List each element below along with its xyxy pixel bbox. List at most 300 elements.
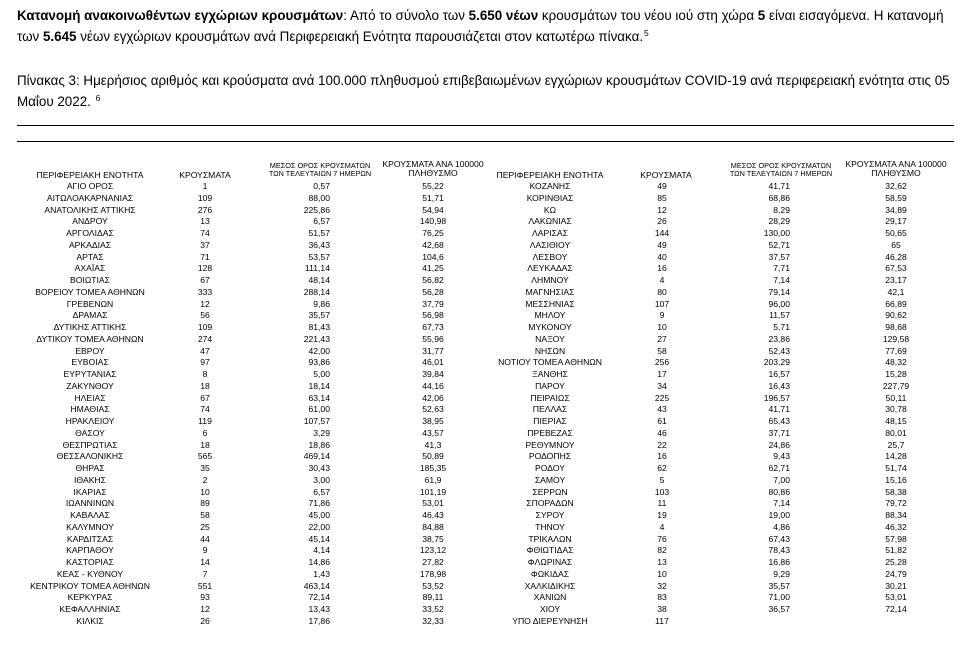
region-cell: ΠΡΕΒΕΖΑΣ — [527, 427, 573, 438]
region-cell: ΒΟΙΩΤΙΑΣ — [70, 275, 110, 285]
region-cell: ΚΑΣΤΟΡΙΑΣ — [66, 557, 114, 567]
avg-7day-cell: 67,43 — [768, 533, 790, 544]
cases-cell: 12 — [657, 204, 667, 215]
per-100k-cell: 15,16 — [885, 474, 907, 485]
region-cell: ΚΙΛΚΙΣ — [76, 615, 104, 626]
left-header-cases: ΚΡΟΥΣΜΑΤΑ — [179, 170, 231, 180]
region-cell: ΘΑΣΟΥ — [75, 427, 105, 438]
region-cell: ΔΥΤΙΚΟΥ ΤΟΜΕΑ ΑΘΗΝΩΝ — [36, 333, 144, 344]
cases-cell: 58 — [657, 345, 667, 356]
region-cell: ΣΥΡΟΥ — [535, 510, 565, 520]
region-cell: ΘΕΣΣΑΛΟΝΙΚΗΣ — [56, 451, 124, 462]
avg-7day-cell: 52,43 — [768, 345, 790, 356]
avg-7day-cell: 1,43 — [313, 568, 330, 579]
per-100k-cell: 43,57 — [422, 427, 444, 438]
right-table-row — [0, 581, 969, 593]
right-header-per100k-line1: ΚΡΟΥΣΜΑΤΑ ΑΝΑ 100000 — [845, 159, 947, 169]
cases-cell: 1 — [202, 181, 208, 191]
per-100k-cell: 25,7 — [887, 439, 905, 450]
avg-7day-cell: 19,00 — [768, 510, 790, 520]
per-100k-cell: 14,28 — [885, 451, 907, 462]
cases-cell: 25 — [200, 521, 210, 532]
left-header-avg — [269, 162, 371, 178]
avg-7day-cell: 221,43 — [303, 333, 330, 344]
avg-7day-cell: 65,43 — [768, 416, 790, 426]
cases-cell: 49 — [657, 239, 667, 250]
per-100k-cell: 42,1 — [887, 286, 905, 297]
cases-cell: 61 — [657, 416, 667, 426]
right-table-row — [0, 287, 969, 299]
per-100k-cell: 15,28 — [885, 369, 907, 379]
avg-7day-cell: 18,14 — [308, 380, 330, 391]
cases-cell: 22 — [657, 439, 667, 450]
region-cell: ΘΕΣΠΡΩΤΙΑΣ — [62, 439, 118, 450]
region-cell: ΛΕΥΚΑΔΑΣ — [527, 263, 573, 274]
avg-7day-cell: 28,29 — [768, 216, 790, 227]
avg-7day-cell: 63,14 — [308, 392, 330, 403]
avg-7day-cell: 24,86 — [768, 439, 790, 450]
caption-footnote[interactable]: 6 — [95, 93, 101, 103]
per-100k-cell: 50,65 — [885, 228, 907, 238]
cases-cell: 43 — [657, 404, 667, 415]
region-cell: ΚΕΡΚΥΡΑΣ — [67, 592, 113, 603]
avg-7day-cell: 36,57 — [768, 604, 790, 614]
region-cell: ΝΑΞΟΥ — [535, 333, 565, 344]
per-100k-cell: 55,22 — [422, 181, 444, 191]
cases-cell: 47 — [200, 345, 210, 356]
right-header-per100k — [845, 160, 946, 178]
cases-cell: 16 — [657, 263, 667, 274]
right-table-row — [0, 393, 969, 405]
left-header-per100k-line2: ΠΛΗΘΥΣΜΟ — [408, 168, 458, 178]
avg-7day-cell: 196,57 — [763, 392, 790, 403]
per-100k-cell: 140,98 — [419, 216, 447, 227]
avg-7day-cell: 45,00 — [308, 510, 330, 520]
per-100k-cell: 46,43 — [422, 510, 444, 520]
region-cell: ΣΕΡΡΩΝ — [532, 486, 568, 497]
per-100k-cell: 58,59 — [885, 192, 907, 203]
region-cell: ΦΘΙΩΤΙΔΑΣ — [526, 545, 574, 556]
per-100k-cell: 56,28 — [422, 286, 444, 297]
right-header-avg-line2: ΤΩΝ ΤΕΛΕΥΤΑΙΩΝ 7 ΗΜΕΡΩΝ — [729, 169, 833, 179]
avg-7day-cell: 7,14 — [773, 275, 790, 285]
second-rule — [17, 141, 954, 142]
region-cell: ΚΑΡΠΑΘΟΥ — [66, 545, 114, 556]
region-cell: ΙΚΑΡΙΑΣ — [73, 486, 107, 497]
per-100k-cell: 61,9 — [424, 474, 442, 485]
cases-cell: 35 — [200, 463, 210, 473]
avg-7day-cell: 7,14 — [773, 498, 790, 509]
region-cell: ΕΥΡΥΤΑΝΙΑΣ — [63, 369, 117, 379]
avg-7day-cell: 41,71 — [768, 404, 790, 415]
per-100k-cell: 84,88 — [422, 521, 444, 532]
cases-cell: 19 — [657, 510, 667, 520]
per-100k-cell: 42,06 — [422, 392, 444, 403]
region-cell: ΑΡΓΟΛΙΔΑΣ — [66, 228, 114, 238]
region-cell: ΕΥΒΟΙΑΣ — [71, 357, 109, 368]
avg-7day-cell: 36,43 — [308, 239, 330, 250]
per-100k-cell: 56,98 — [422, 310, 444, 321]
avg-7day-cell: 7,71 — [773, 263, 790, 274]
cases-cell: 97 — [200, 357, 210, 368]
avg-7day-cell: 96,00 — [768, 298, 790, 309]
cases-cell: 9 — [659, 310, 665, 321]
cases-cell: 80 — [657, 286, 667, 297]
region-cell: ΛΗΜΝΟΥ — [531, 275, 569, 285]
per-100k-cell: 23,17 — [885, 275, 907, 285]
cases-cell: 12 — [200, 298, 210, 309]
per-100k-cell: 53,01 — [885, 592, 907, 603]
cases-cell: 10 — [657, 568, 667, 579]
cases-cell: 11 — [657, 498, 667, 509]
region-cell: ΑΝΔΡΟΥ — [72, 216, 108, 227]
avg-7day-cell: 68,86 — [768, 192, 790, 203]
region-cell: ΒΟΡΕΙΟΥ ΤΟΜΕΑ ΑΘΗΝΩΝ — [35, 286, 145, 297]
region-cell: ΗΜΑΘΙΑΣ — [70, 404, 110, 415]
region-cell: ΚΑΒΑΛΑΣ — [70, 510, 110, 520]
avg-7day-cell: 71,86 — [308, 498, 330, 509]
right-table-row — [0, 463, 969, 475]
region-cell: ΠΕΛΛΑΣ — [532, 404, 568, 415]
avg-7day-cell: 53,57 — [308, 251, 330, 262]
cases-cell: 117 — [655, 615, 669, 626]
per-100k-cell: 65 — [891, 239, 901, 250]
avg-7day-cell: 6,57 — [313, 216, 330, 227]
per-100k-cell: 32,62 — [885, 181, 907, 191]
per-100k-cell: 54,94 — [422, 204, 444, 215]
avg-7day-cell: 0,57 — [313, 181, 330, 191]
right-table-row — [0, 216, 969, 228]
right-table-row — [0, 510, 969, 522]
region-cell: ΚΩ — [543, 204, 557, 215]
region-cell: ΑΙΤΩΛΟΑΚΑΡΝΑΝΙΑΣ — [46, 192, 134, 203]
avg-7day-cell: 45,14 — [308, 533, 330, 544]
avg-7day-cell: 72,14 — [308, 592, 330, 603]
avg-7day-cell: 18,86 — [308, 439, 330, 450]
avg-7day-cell: 88,00 — [308, 192, 330, 203]
avg-7day-cell: 130,00 — [763, 228, 790, 238]
region-cell: ΠΕΙΡΑΙΩΣ — [530, 392, 570, 403]
region-cell: ΚΕΑΣ - ΚΥΘΝΟΥ — [56, 568, 124, 579]
avg-7day-cell: 80,86 — [768, 486, 790, 497]
region-cell: ΚΑΡΔΙΤΣΑΣ — [66, 533, 114, 544]
per-100k-cell: 30,78 — [885, 404, 907, 415]
avg-7day-cell: 37,71 — [768, 427, 790, 438]
per-100k-cell: 53,01 — [422, 498, 444, 509]
region-cell: ΑΓΙΟ ΟΡΟΣ — [66, 181, 114, 191]
region-cell: ΥΠΟ ΔΙΕΡΕΥΝΗΣΗ — [512, 615, 588, 626]
avg-7day-cell: 62,71 — [768, 463, 790, 473]
cases-cell: 5 — [659, 474, 665, 485]
per-100k-cell: 178,98 — [419, 568, 447, 579]
cases-cell: 37 — [200, 239, 210, 250]
cases-cell: 274 — [197, 333, 213, 344]
per-100k-cell: 24,79 — [885, 568, 907, 579]
cases-cell: 18 — [200, 439, 210, 450]
cases-cell: 16 — [657, 451, 667, 462]
left-header-region: ΠΕΡΙΦΕΡΕΙΑΚΗ ΕΝΟΤΗΤΑ — [36, 170, 144, 180]
region-cell: ΕΒΡΟΥ — [75, 345, 105, 356]
per-100k-cell: 38,75 — [422, 533, 444, 544]
cases-cell: 109 — [197, 322, 213, 332]
right-table-row — [0, 545, 969, 557]
right-table-row — [0, 440, 969, 452]
region-cell: ΔΡΑΜΑΣ — [72, 310, 108, 321]
region-cell: ΑΡΤΑΣ — [76, 251, 104, 262]
right-table-row — [0, 205, 969, 217]
per-100k-cell: 51,71 — [422, 192, 444, 203]
right-table-row — [0, 322, 969, 334]
avg-7day-cell: 9,29 — [773, 568, 790, 579]
avg-7day-cell: 35,57 — [768, 580, 790, 591]
cases-cell: 8 — [202, 369, 208, 379]
region-cell: ΚΟΡΙΝΘΙΑΣ — [526, 192, 574, 203]
cases-cell: 26 — [200, 615, 210, 626]
per-100k-cell: 41,25 — [422, 263, 444, 274]
region-cell: ΡΕΘΥΜΝΟΥ — [525, 439, 575, 450]
left-header-per100k — [382, 160, 483, 178]
per-100k-cell: 55,96 — [422, 333, 444, 344]
per-100k-cell: 32,33 — [422, 615, 444, 626]
region-cell: ΜΗΛΟΥ — [534, 310, 566, 321]
cases-cell: 67 — [200, 392, 210, 403]
region-cell: ΚΕΦΑΛΛΗΝΙΑΣ — [59, 604, 121, 614]
region-cell: ΚΟΖΑΝΗΣ — [529, 181, 571, 191]
avg-7day-cell: 16,43 — [768, 380, 790, 391]
right-header-region: ΠΕΡΙΦΕΡΕΙΑΚΗ ΕΝΟΤΗΤΑ — [496, 170, 604, 180]
per-100k-cell: 46,32 — [885, 521, 907, 532]
right-table-row — [0, 404, 969, 416]
region-cell: ΑΡΚΑΔΙΑΣ — [68, 239, 112, 250]
right-table-row — [0, 616, 969, 628]
right-table-row — [0, 275, 969, 287]
per-100k-cell: 53,52 — [422, 580, 444, 591]
region-cell: ΑΧΑΪΑΣ — [74, 263, 106, 274]
avg-7day-cell: 14,86 — [308, 557, 330, 567]
cases-cell: 103 — [654, 486, 670, 497]
right-table-row — [0, 522, 969, 534]
per-100k-cell: 77,69 — [885, 345, 907, 356]
avg-7day-cell: 8,29 — [773, 204, 790, 215]
right-table-row — [0, 534, 969, 546]
right-table-row — [0, 592, 969, 604]
cases-cell: 74 — [200, 404, 210, 415]
per-100k-cell: 51,74 — [885, 463, 907, 473]
region-cell: ΜΥΚΟΝΟΥ — [528, 322, 572, 332]
avg-7day-cell: 52,71 — [768, 239, 790, 250]
right-table-row — [0, 228, 969, 240]
cases-cell: 13 — [200, 216, 210, 227]
cases-cell: 10 — [657, 322, 667, 332]
avg-7day-cell: 7,00 — [773, 474, 790, 485]
intro-text-3: είναι εισαγόμενα. Η κατανομή των — [17, 8, 944, 44]
per-100k-cell: 52,63 — [422, 404, 444, 415]
avg-7day-cell: 71,00 — [768, 592, 790, 603]
region-cell: ΝΗΣΩΝ — [534, 345, 566, 356]
cases-cell: 4 — [659, 521, 665, 532]
region-cell: ΝΟΤΙΟΥ ΤΟΜΕΑ ΑΘΗΝΩΝ — [498, 357, 602, 368]
per-100k-cell: 90,62 — [885, 310, 907, 321]
right-header-avg-line1: ΜΕΣΟΣ ΟΡΟΣ ΚΡΟΥΣΜΑΤΩΝ — [730, 161, 832, 170]
avg-7day-cell: 3,29 — [313, 427, 330, 438]
per-100k-cell: 123,12 — [419, 545, 447, 556]
right-table-row — [0, 475, 969, 487]
cases-cell: 58 — [200, 510, 210, 520]
cases-cell: 333 — [197, 286, 213, 297]
intro-footnote[interactable]: 5 — [644, 28, 649, 38]
avg-7day-cell: 23,86 — [768, 333, 790, 344]
right-table-row — [0, 557, 969, 569]
cases-cell: 83 — [657, 592, 667, 603]
region-cell: ΤΗΝΟΥ — [535, 521, 565, 532]
cases-cell: 85 — [657, 192, 667, 203]
per-100k-cell: 98,68 — [885, 322, 907, 332]
region-cell: ΧΑΝΙΩΝ — [533, 592, 567, 603]
cases-cell: 17 — [657, 369, 667, 379]
right-header-per100k-line2: ΠΛΗΘΥΣΜΟ — [871, 168, 921, 178]
avg-7day-cell: 81,43 — [308, 322, 330, 332]
region-cell: ΙΩΑΝΝΙΝΩΝ — [65, 498, 115, 509]
right-table-row — [0, 252, 969, 264]
cases-cell: 32 — [657, 580, 667, 591]
region-cell: ΔΥΤΙΚΗΣ ΑΤΤΙΚΗΣ — [53, 322, 127, 332]
cases-cell: 27 — [657, 333, 667, 344]
region-cell: ΤΡΙΚΑΛΩΝ — [528, 533, 572, 544]
cases-cell: 71 — [200, 251, 210, 262]
cases-cell: 9 — [202, 545, 208, 556]
region-cell: ΑΝΑΤΟΛΙΚΗΣ ΑΤΤΙΚΗΣ — [44, 204, 136, 215]
cases-cell: 89 — [200, 498, 210, 509]
avg-7day-cell: 35,57 — [308, 310, 330, 321]
per-100k-cell: 38,95 — [422, 416, 444, 426]
region-cell: ΞΑΝΘΗΣ — [532, 369, 568, 379]
region-cell: ΛΕΣΒΟΥ — [532, 251, 568, 262]
region-cell: ΚΕΝΤΡΙΚΟΥ ΤΟΜΕΑ ΑΘΗΝΩΝ — [30, 580, 150, 591]
top-rule — [17, 125, 954, 126]
right-table-row — [0, 193, 969, 205]
region-cell: ΧΑΛΚΙΔΙΚΗΣ — [524, 580, 576, 591]
right-table-row — [0, 334, 969, 346]
per-100k-cell: 31,77 — [422, 345, 444, 356]
intro-domestic: 5.645 — [42, 29, 77, 44]
cases-cell: 6 — [202, 427, 208, 438]
cases-cell: 18 — [200, 380, 210, 391]
avg-7day-cell: 51,57 — [308, 228, 330, 238]
cases-cell: 128 — [197, 263, 213, 274]
region-cell: ΧΙΟΥ — [539, 604, 561, 614]
avg-7day-cell: 5,71 — [773, 322, 790, 332]
avg-7day-cell: 37,57 — [768, 251, 790, 262]
avg-7day-cell: 79,14 — [768, 286, 790, 297]
avg-7day-cell: 4,86 — [773, 521, 790, 532]
region-cell: ΓΡΕΒΕΝΩΝ — [66, 298, 114, 309]
left-header-avg-line2: ΤΩΝ ΤΕΛΕΥΤΑΙΩΝ 7 ΗΜΕΡΩΝ — [268, 169, 372, 179]
per-100k-cell: 80,01 — [885, 427, 907, 438]
per-100k-cell: 42,68 — [422, 239, 444, 250]
left-header-per100k-line1: ΚΡΟΥΣΜΑΤΑ ΑΝΑ 100000 — [382, 159, 484, 169]
avg-7day-cell: 42,00 — [308, 345, 330, 356]
right-table-row — [0, 381, 969, 393]
cases-cell: 34 — [657, 380, 667, 391]
region-cell: ΣΑΜΟΥ — [534, 474, 566, 485]
avg-7day-cell: 9,43 — [773, 451, 790, 462]
per-100k-cell: 66,89 — [885, 298, 907, 309]
per-100k-cell: 33,52 — [422, 604, 444, 614]
cases-cell: 14 — [200, 557, 210, 567]
region-cell: ΗΡΑΚΛΕΙΟΥ — [65, 416, 115, 426]
right-table-row — [0, 240, 969, 252]
cases-cell: 7 — [202, 568, 208, 579]
cases-cell: 76 — [657, 533, 667, 544]
per-100k-cell: 88,34 — [885, 510, 907, 520]
per-100k-cell: 56,82 — [422, 275, 444, 285]
per-100k-cell: 51,82 — [885, 545, 907, 556]
per-100k-cell: 57,98 — [885, 533, 907, 544]
cases-cell: 12 — [200, 604, 210, 614]
per-100k-cell: 72,14 — [885, 604, 907, 614]
per-100k-cell: 76,25 — [422, 228, 444, 238]
cases-cell: 46 — [657, 427, 667, 438]
per-100k-cell: 48,15 — [885, 416, 907, 426]
right-table-row — [0, 428, 969, 440]
cases-cell: 10 — [200, 486, 210, 497]
avg-7day-cell: 4,14 — [313, 545, 330, 556]
avg-7day-cell: 61,00 — [308, 404, 330, 415]
cases-cell: 225 — [654, 392, 670, 403]
cases-cell: 551 — [197, 580, 213, 591]
avg-7day-cell: 16,57 — [768, 369, 790, 379]
per-100k-cell: 34,89 — [885, 204, 907, 215]
per-100k-cell: 185,35 — [419, 463, 447, 473]
right-table-row — [0, 310, 969, 322]
cases-cell: 4 — [659, 275, 665, 285]
caption-text: Πίνακας 3: Ημερήσιος αριθμός και κρούσματα ανά 100.000 πληθυσμού επιβεβαιωμένων εγχώριων κρουσμάτων COVID-19 ανά περιφερειακή ενότητα στις 05 Μαΐου 2022. — [17, 73, 950, 109]
avg-7day-cell: 48,14 — [308, 275, 330, 285]
cases-cell: 49 — [657, 181, 667, 191]
per-100k-cell: 27,82 — [422, 557, 444, 567]
cases-cell: 144 — [654, 228, 670, 238]
avg-7day-cell: 41,71 — [768, 181, 790, 191]
cases-cell: 82 — [657, 545, 667, 556]
per-100k-cell: 50,89 — [422, 451, 444, 462]
intro-total-new: 5.650 νέων — [468, 8, 539, 23]
right-table-row — [0, 569, 969, 581]
region-cell: ΛΑΚΩΝΙΑΣ — [528, 216, 572, 227]
per-100k-cell: 58,38 — [885, 486, 907, 497]
avg-7day-cell: 288,14 — [303, 286, 330, 297]
per-100k-cell: 50,11 — [885, 392, 907, 403]
avg-7day-cell: 11,57 — [769, 310, 790, 321]
right-table-row — [0, 451, 969, 463]
cases-cell: 40 — [657, 251, 667, 262]
region-cell: ΦΩΚΙΔΑΣ — [530, 568, 570, 579]
right-table-row — [0, 369, 969, 381]
per-100k-cell: 30,21 — [885, 580, 907, 591]
avg-7day-cell: 13,43 — [308, 604, 330, 614]
region-cell: ΚΑΛΥΜΝΟΥ — [66, 521, 114, 532]
region-cell: ΣΠΟΡΑΔΩΝ — [526, 498, 574, 509]
right-header-avg — [730, 162, 832, 178]
cases-cell: 107 — [654, 298, 670, 309]
avg-7day-cell: 22,00 — [308, 521, 330, 532]
region-cell: ΠΙΕΡΙΑΣ — [533, 416, 567, 426]
region-cell: ΛΑΡΙΣΑΣ — [532, 228, 568, 238]
avg-7day-cell: 107,57 — [303, 416, 330, 426]
region-cell: ΘΗΡΑΣ — [75, 463, 105, 473]
per-100k-cell: 129,58 — [882, 333, 910, 344]
region-cell: ΗΛΕΙΑΣ — [74, 392, 106, 403]
cases-cell: 56 — [200, 310, 210, 321]
